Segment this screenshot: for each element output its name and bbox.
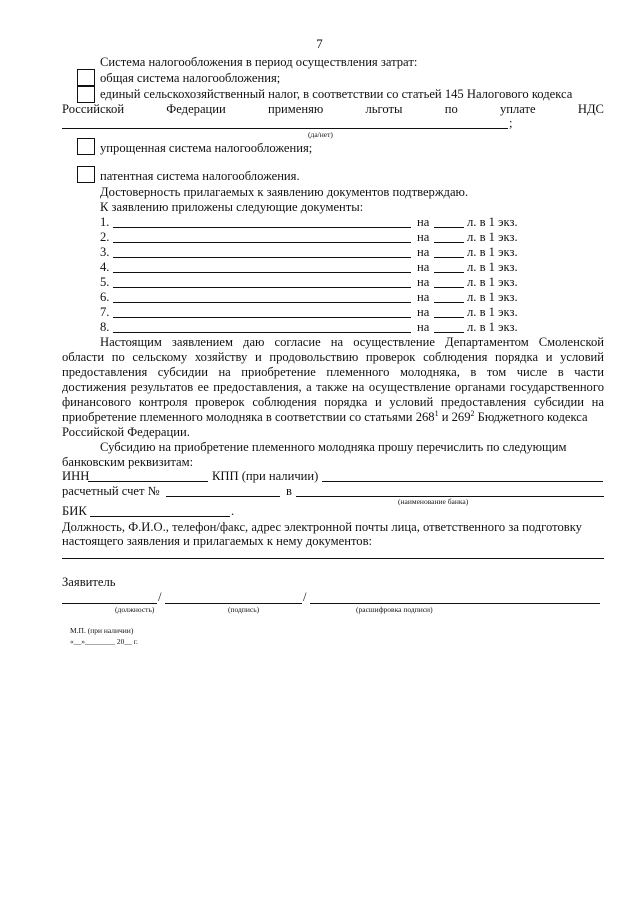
doc-number: 4. (100, 260, 110, 274)
doc-sheets-field[interactable] (434, 242, 464, 243)
consent-text: и 269 (438, 410, 471, 424)
consent-line-articles (62, 410, 588, 424)
tax-esn-label: единый сельскохозяйственный налог, в соответствии со статьей 145 Налогового кодекса (100, 87, 573, 101)
kpp-field[interactable] (322, 481, 603, 482)
consent-line: области по сельскому хозяйству и продовольствию проверок соблюдения порядка и условий (62, 350, 604, 364)
tax-simplified-checkbox[interactable] (77, 138, 95, 155)
doc-suffix: л. в 1 экз. (467, 230, 518, 244)
doc-na: на (417, 260, 430, 274)
doc-number: 2. (100, 230, 110, 244)
attached-intro: К заявлению приложены следующие документы: (100, 200, 364, 214)
inn-label: ИНН (62, 469, 90, 483)
vat-yes-no-field[interactable] (62, 128, 508, 129)
doc-suffix: л. в 1 экз. (467, 275, 518, 289)
doc-name-field[interactable] (113, 302, 411, 303)
kpp-label: КПП (при наличии) (212, 469, 319, 483)
esn-word: НДС (577, 102, 604, 116)
doc-number: 6. (100, 290, 110, 304)
attached-doc-row (100, 290, 530, 304)
doc-number: 1. (100, 215, 110, 229)
vat-yes-no-caption: (да/нет) (308, 130, 333, 139)
article-superscript: 1 (434, 409, 439, 418)
confirm-text: Достоверность прилагаемых к заявлению документов подтверждаю. (100, 185, 469, 199)
attached-doc-row (100, 305, 530, 319)
consent-line: финансового контроля проверок соблюдения порядка и условий предоставления субсидии на (62, 395, 604, 409)
responsible-line: настоящего заявления и прилагаемых к нему документов: (62, 534, 373, 548)
esn-word: по (444, 102, 458, 116)
tax-general-checkbox[interactable] (77, 69, 95, 86)
subsidy-line: Субсидию на приобретение племенного молодняка прошу перечислить по следующим (100, 440, 567, 454)
tax-patent-checkbox[interactable] (77, 166, 95, 183)
applicant-position-field[interactable] (62, 603, 157, 604)
bik-label: БИК (62, 504, 87, 518)
esn-word: уплате (499, 102, 536, 116)
attached-doc-row (100, 275, 530, 289)
doc-number: 7. (100, 305, 110, 319)
consent-line: Российской Федерации. (62, 425, 190, 439)
doc-suffix: л. в 1 экз. (467, 245, 518, 259)
doc-na: на (417, 230, 430, 244)
bik-dot: . (231, 504, 235, 518)
doc-name-field[interactable] (113, 287, 411, 288)
doc-name-field[interactable] (113, 242, 411, 243)
tax-esn-checkbox[interactable] (77, 86, 95, 103)
article-superscript: 2 (470, 409, 475, 418)
consent-line: предоставления субсидии на приобретение племенного молодняка, в том числе в части (62, 365, 604, 379)
account-field[interactable] (166, 496, 280, 497)
doc-na: на (417, 275, 430, 289)
esn-word: Российской (62, 102, 125, 116)
responsible-person-field[interactable] (62, 558, 604, 559)
applicant-decoding-field[interactable] (310, 603, 600, 604)
doc-name-field[interactable] (113, 332, 411, 333)
doc-number: 5. (100, 275, 110, 289)
attached-doc-row (100, 320, 530, 334)
doc-suffix: л. в 1 экз. (467, 305, 518, 319)
doc-sheets-field[interactable] (434, 302, 464, 303)
page-number: 7 (316, 36, 323, 51)
applicant-slash: / (303, 590, 307, 604)
applicant-slash: / (158, 590, 162, 604)
in-bank-label: в (286, 484, 292, 498)
tax-system-intro: Система налогообложения в период осуществления затрат: (100, 55, 418, 69)
doc-name-field[interactable] (113, 227, 411, 228)
doc-name-field[interactable] (113, 317, 411, 318)
account-label: расчетный счет № (62, 484, 160, 498)
responsible-line: Должность, Ф.И.О., телефон/факс, адрес электронной почты лица, ответственного за подготовку (62, 520, 582, 534)
bik-field[interactable] (90, 516, 230, 517)
vat-semicolon: ; (509, 116, 513, 130)
esn-word: Федерации (166, 102, 226, 116)
doc-sheets-field[interactable] (434, 272, 464, 273)
applicant-label: Заявитель (62, 575, 116, 589)
esn-word: льготы (365, 102, 403, 116)
consent-line: достижения результатов ее предоставления, а также на осуществление органами государственного (62, 380, 604, 394)
attached-doc-row (100, 215, 530, 229)
doc-sheets-field[interactable] (434, 227, 464, 228)
doc-suffix: л. в 1 экз. (467, 260, 518, 274)
doc-suffix: л. в 1 экз. (467, 320, 518, 334)
doc-sheets-field[interactable] (434, 317, 464, 318)
applicant-signature-field[interactable] (165, 603, 302, 604)
stamp-note: М.П. (при наличии) (70, 626, 134, 635)
tax-simplified-label: упрощенная система налогообложения; (100, 141, 313, 155)
doc-suffix: л. в 1 экз. (467, 290, 518, 304)
consent-line: Настоящим заявлением даю согласие на осуществление Департаментом Смоленской (100, 335, 604, 349)
bank-name-caption: (наименование банка) (398, 497, 469, 506)
doc-na: на (417, 245, 430, 259)
doc-number: 8. (100, 320, 110, 334)
consent-text: Бюджетного кодекса (474, 410, 588, 424)
attached-doc-row (100, 260, 530, 274)
doc-na: на (417, 305, 430, 319)
doc-sheets-field[interactable] (434, 287, 464, 288)
doc-na: на (417, 320, 430, 334)
esn-word: применяю (268, 102, 324, 116)
doc-sheets-field[interactable] (434, 332, 464, 333)
inn-field[interactable] (88, 481, 208, 482)
doc-suffix: л. в 1 экз. (467, 215, 518, 229)
doc-na: на (417, 290, 430, 304)
decoding-caption: (расшифровка подписи) (356, 605, 433, 614)
signature-caption: (подпись) (228, 605, 260, 614)
doc-name-field[interactable] (113, 272, 411, 273)
doc-number: 3. (100, 245, 110, 259)
doc-na: на (417, 215, 430, 229)
position-caption: (должность) (115, 605, 155, 614)
attached-doc-row (100, 230, 530, 244)
tax-patent-label: патентная система налогообложения. (100, 169, 300, 183)
attached-doc-row (100, 245, 530, 259)
subsidy-line: банковским реквизитам: (62, 455, 194, 469)
doc-name-field[interactable] (113, 257, 411, 258)
tax-esn-label-line2 (62, 102, 604, 116)
tax-general-label: общая система налогообложения; (100, 71, 281, 85)
doc-sheets-field[interactable] (434, 257, 464, 258)
date-field[interactable]: «__»________ 20__ г. (70, 637, 138, 646)
consent-text: приобретение племенного молодняка в соответствии со статьями 268 (62, 410, 435, 424)
